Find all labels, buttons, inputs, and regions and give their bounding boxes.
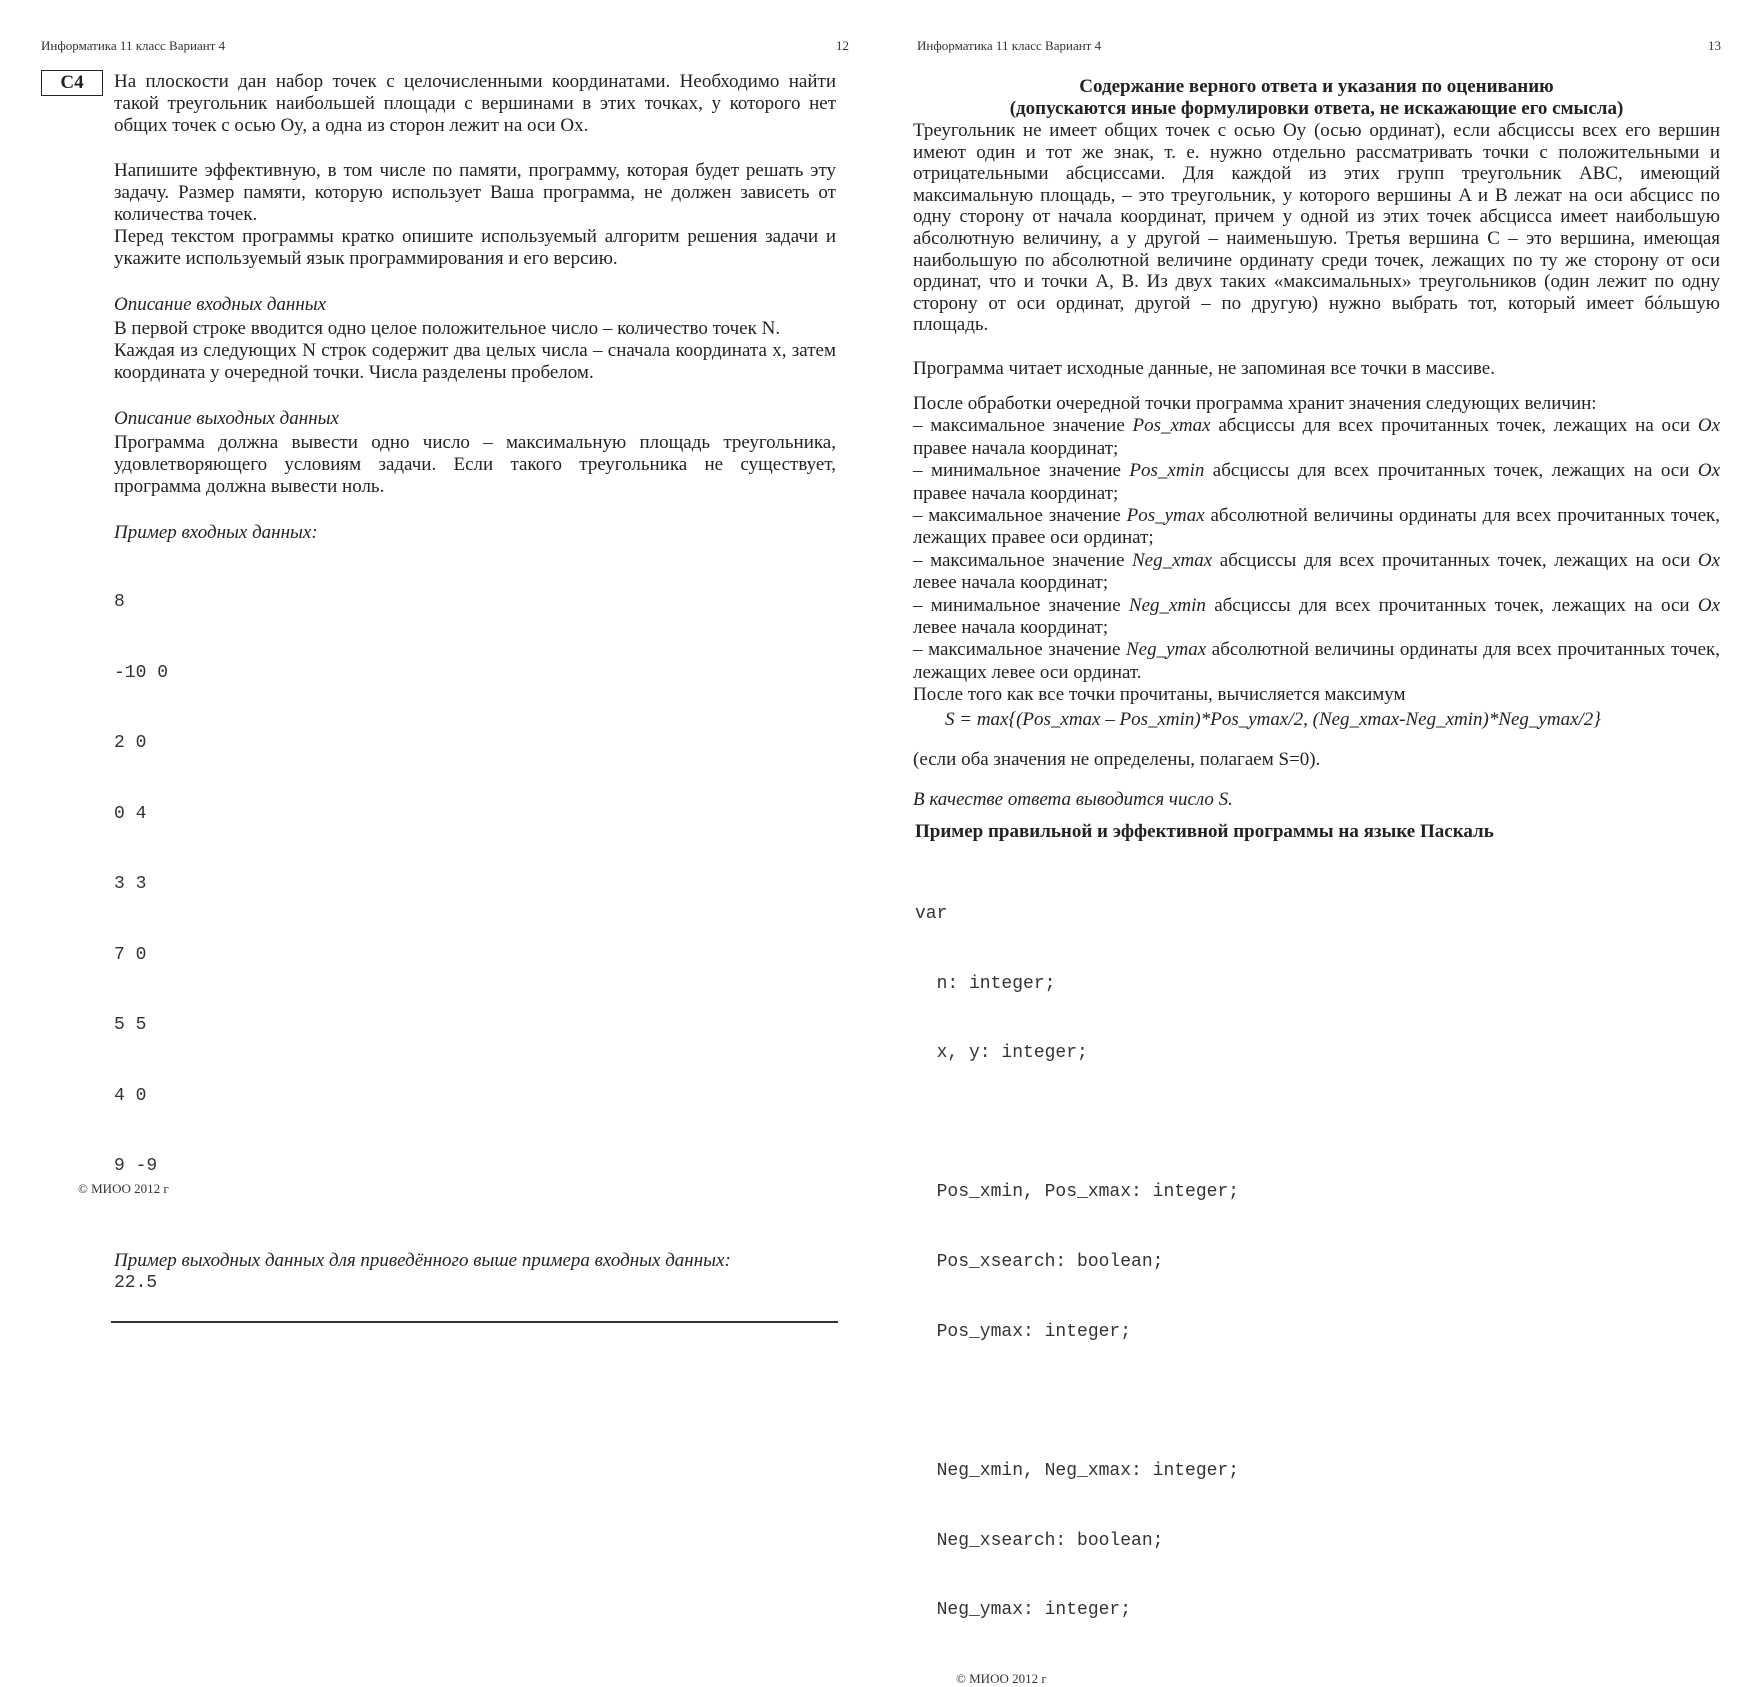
output-description: Программа должна вывести одно число – максимальную площадь треугольника, удовлетворяющего условиям задачи. Если такого треугольника не существует, программа должна вывести ноль. [114, 432, 836, 497]
output-heading: Описание выходных данных [114, 408, 339, 429]
example-output-heading: Пример выходных данных для приведённого выше примера входных данных: [114, 1249, 731, 1271]
undefined-note: (если оба значения не определены, полагаем S=0). [913, 748, 1321, 770]
left-page-header: Информатика 11 класс Вариант 4 [41, 38, 226, 53]
answer-title [913, 76, 1720, 120]
instructions-2: Перед текстом программы кратко опишите используемый алгоритм решения задачи и укажите используемый язык программирования и его версию. [114, 226, 836, 269]
input-heading: Описание входных данных [114, 294, 327, 315]
variable-item: – максимальное значение Neg_ymax абсолютной величины ординаты для всех прочитанных точек, лежащих левее оси ординат. [913, 639, 1720, 683]
variable-item: – минимальное значение Neg_xmin абсциссы для всех прочитанных точек, лежащих на оси Ox левее начала координат; [913, 594, 1720, 638]
code-line: Pos_xmin, Pos_xmax: integer; [915, 1182, 1240, 1203]
code-line [915, 1390, 1720, 1413]
input-desc-1: В первой строке вводится одно целое положительное число – количество точек N. [114, 318, 781, 339]
code-line: var [915, 904, 948, 925]
left-footer: © МИОО 2012 г [78, 1181, 169, 1196]
left-page-body [114, 71, 836, 1323]
left-page-number: 12 [836, 38, 849, 53]
example-input-line: 0 4 [114, 803, 147, 824]
explanation: Треугольник не имеет общих точек с осью Oy (осью ординат), если абсциссы всех его вершин имеют один и тот же знак, т. е. нужно отдельно рассматривать точки с положительными и отрицательными абсциссами. Для каждой из этих групп треугольник ABC, имеющий максимальную площадь, – это треугольник, у которого вершины A и B лежат на оси абсцисс по одну сторону от начала координат, причем у одной из этих точек абсцисса имеет наибольшую абсолютную величину, а у другой – наименьшую. Третья вершина C – это вершина, имеющая наибольшую по абсолютной величине ординату среди точек, лежащих по ту же сторону от оси ординат, что и точки A, B. Из двух таких «максимальных» треугольников (один лежит по одну сторону от оси ординат, другой – по другую) нужно выбрать тот, который имеет бóльшую площадь. [913, 120, 1720, 336]
variable-item: – максимальное значение Pos_ymax абсолютной величины ординаты для всех прочитанных точек, лежащих правее оси ординат; [913, 504, 1721, 549]
problem-statement [114, 71, 836, 137]
variable-item: – максимальное значение Pos_xmax абсциссы для всех прочитанных точек, лежащих на оси Ox правее начала координат; [913, 415, 1720, 459]
answer-title-1: Содержание верного ответа и указания по оцениванию [1079, 76, 1554, 97]
example-input-heading: Пример входных данных: [114, 522, 318, 543]
variable-item: – максимальное значение Neg_xmax абсциссы для всех прочитанных точек, лежащих на оси Ox левее начала координат; [913, 549, 1721, 594]
example-input-line: 9 -9 [114, 1156, 158, 1176]
right-footer: © МИОО 2012 г [956, 1670, 1047, 1686]
code-line: Pos_ymax: integer; [915, 1321, 1132, 1342]
formula: S = max{(Pos_xmax – Pos_xmin)*Pos_ymax/2, (Neg_xmax-Neg_xmin)*Neg_ymax/2} [945, 708, 1601, 730]
right-page-header: Информатика 11 класс Вариант 4 [917, 38, 1102, 53]
answer-note: В качестве ответа выводится число S. [913, 788, 1233, 810]
input-description [114, 318, 836, 384]
code-line: n: integer; [915, 973, 1056, 994]
after-processing: После обработки очередной точки программа хранит значения следующих величин: [913, 392, 1597, 414]
code-line: x, y: integer; [915, 1043, 1088, 1064]
input-desc-2: Каждая из следующих N строк содержит два целых числа – сначала координата x, затем координата y очередной точки. Числа разделены пробелом. [114, 340, 836, 383]
code-line [915, 1112, 1720, 1135]
example-input-line: 4 0 [114, 1085, 147, 1106]
right-page-number: 13 [1708, 38, 1721, 53]
example-input-line: 3 3 [114, 874, 147, 894]
code-line: Neg_xsearch: boolean; [915, 1530, 1164, 1551]
example-input-line: 7 0 [114, 944, 147, 965]
section-divider [111, 1321, 838, 1323]
example-input-line: 5 5 [114, 1015, 147, 1035]
program-heading: Пример правильной и эффективной программы на языке Паскаль [915, 820, 1494, 842]
answer-title-2: (допускаются иные формулировки ответа, не искажающие его смысла) [1009, 98, 1624, 119]
example-input-line: 8 [114, 592, 125, 612]
pascal-code [915, 857, 1720, 1669]
example-output: 22.5 [114, 1272, 158, 1293]
instructions-1: Напишите эффективную, в том числе по памяти, программу, которая будет решать эту задачу. Размер памяти, которую использует Ваша программа, не должен зависеть от количества точек. [114, 160, 836, 225]
no-array-note: Программа читает исходные данные, не запоминая все точки в массиве. [913, 357, 1495, 379]
code-line: Pos_xsearch: boolean; [915, 1252, 1164, 1273]
example-input-line: 2 0 [114, 733, 147, 753]
code-line: Neg_xmin, Neg_xmax: integer; [915, 1460, 1240, 1481]
example-input-line: -10 0 [114, 662, 169, 683]
code-line: Neg_ymax: integer; [915, 1600, 1132, 1621]
instructions [114, 160, 836, 270]
task-label: C4 [41, 70, 103, 96]
example-input [114, 544, 836, 1226]
right-page-body [913, 76, 1720, 1687]
variables-list [913, 393, 1720, 707]
problem-text: На плоскости дан набор точек с целочисленными координатами. Необходимо найти такой треугольник наибольшей площади с вершинами в этих точках, у которого нет общих точек с осью Oy, а одна из сторон лежит на оси Ox. [114, 71, 836, 136]
variable-item: – минимальное значение Pos_xmin абсциссы для всех прочитанных точек, лежащих на оси Ox правее начала координат; [913, 460, 1720, 504]
after-read: После того как все точки прочитаны, вычисляется максимум [913, 684, 1406, 706]
